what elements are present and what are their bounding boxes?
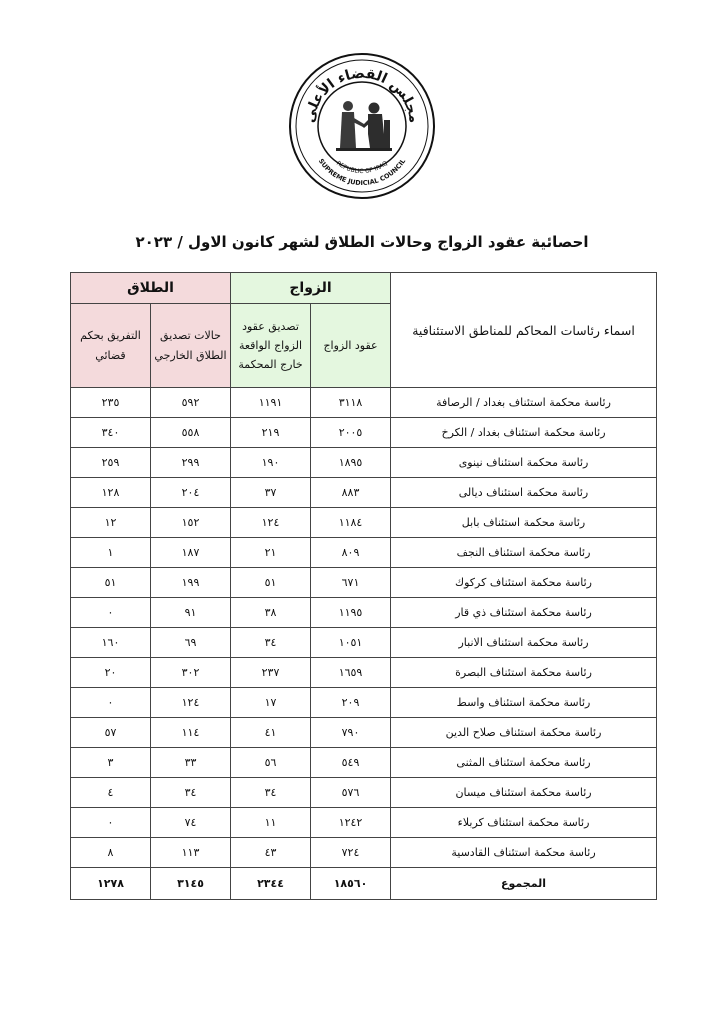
table-row: [71, 388, 657, 418]
svg-text:SUPREME JUDICIAL COUNCIL: SUPREME JUDICIAL COUNCIL: [316, 157, 408, 188]
external-divorce-cell: ١٥٢: [151, 508, 231, 538]
table-row: [71, 448, 657, 478]
court-name-cell: رئاسة محكمة استئناف ذي قار: [391, 598, 657, 628]
external-divorce-cell: ١١٤: [151, 718, 231, 748]
judicial-separation-cell: ٠: [71, 808, 151, 838]
court-name-cell: رئاسة محكمة استئناف الانبار: [391, 628, 657, 658]
external-divorce-cell: ٥٥٨: [151, 418, 231, 448]
marriage-cell: ١٨٩٥: [311, 448, 391, 478]
total-label: المجموع: [391, 868, 657, 900]
court-name-cell: رئاسة محكمة استئناف المثنى: [391, 748, 657, 778]
table-row: [71, 658, 657, 688]
svg-text:REPUBLIC OF IRAQ: REPUBLIC OF IRAQ: [334, 159, 390, 176]
table-row: [71, 478, 657, 508]
external-divorce-cell: ١٢٤: [151, 688, 231, 718]
judicial-separation-cell: ١٢٨: [71, 478, 151, 508]
court-name-cell: رئاسة محكمة استئناف كربلاء: [391, 808, 657, 838]
court-name-cell: رئاسة محكمة استئناف صلاح الدين: [391, 718, 657, 748]
marriage-cell: ٥٧٦: [311, 778, 391, 808]
court-name-header: اسماء رئاسات المحاكم للمناطق الاستئنافية: [391, 273, 657, 388]
table-row: [71, 718, 657, 748]
table-row: [71, 808, 657, 838]
marriage-cell: ١٢٤٢: [311, 808, 391, 838]
external-divorce-cell: ٣٠٢: [151, 658, 231, 688]
external-divorce-cell: ٦٩: [151, 628, 231, 658]
table-row: [71, 778, 657, 808]
marriage-cell: ١٦٥٩: [311, 658, 391, 688]
court-name-cell: رئاسة محكمة استئناف بغداد / الكرخ: [391, 418, 657, 448]
judicial-separation-cell: ١: [71, 538, 151, 568]
external-divorce-cell: ١٨٧: [151, 538, 231, 568]
court-name-cell: رئاسة محكمة استئناف نينوى: [391, 448, 657, 478]
external-divorce-cell: ٣٤: [151, 778, 231, 808]
external-divorce-cell: ٥٩٢: [151, 388, 231, 418]
outside-court-cell: ٥٦: [231, 748, 311, 778]
marriage-cell: ٨٨٣: [311, 478, 391, 508]
outside-court-header: تصديق عقود الزواج الواقعة خارج المحكمة: [231, 304, 311, 388]
court-name-cell: رئاسة محكمة استئناف واسط: [391, 688, 657, 718]
marriage-cell: ٨٠٩: [311, 538, 391, 568]
outside-court-cell: ٣٤: [231, 628, 311, 658]
table-row: [71, 568, 657, 598]
divorce-group-header: الطلاق: [71, 273, 231, 304]
court-name-cell: رئاسة محكمة استئناف البصرة: [391, 658, 657, 688]
external-divorce-cell: ٩١: [151, 598, 231, 628]
judicial-separation-cell: ٨: [71, 838, 151, 868]
external-divorce-cell: ٢٠٤: [151, 478, 231, 508]
outside-court-cell: ٤١: [231, 718, 311, 748]
total-outside: ٢٣٤٤: [231, 868, 311, 900]
table-row: [71, 538, 657, 568]
judicial-separation-cell: ١٢: [71, 508, 151, 538]
judicial-separation-cell: ٢٠: [71, 658, 151, 688]
court-name-cell: رئاسة محكمة استئناف النجف: [391, 538, 657, 568]
document-title: احصائية عقود الزواج وحالات الطلاق لشهر كانون الاول / ٢٠٢٣: [135, 233, 589, 251]
outside-court-cell: ٣٧: [231, 478, 311, 508]
judicial-separation-cell: ٢٣٥: [71, 388, 151, 418]
court-name-cell: رئاسة محكمة استئناف كركوك: [391, 568, 657, 598]
external-divorce-cell: ٧٤: [151, 808, 231, 838]
court-name-cell: رئاسة محكمة استئناف بغداد / الرصافة: [391, 388, 657, 418]
marriage-cell: ١٠٥١: [311, 628, 391, 658]
court-name-cell: رئاسة محكمة استئناف القادسية: [391, 838, 657, 868]
judicial-separation-cell: ٥١: [71, 568, 151, 598]
judicial-separation-cell: ٢٥٩: [71, 448, 151, 478]
svg-text:مجلس القضاء الأعلى: مجلس القضاء الأعلى: [301, 65, 422, 125]
marriage-cell: ٢٠٠٥: [311, 418, 391, 448]
table-row: [71, 838, 657, 868]
external-divorce-cell: ٢٩٩: [151, 448, 231, 478]
judicial-separation-cell: ٣: [71, 748, 151, 778]
outside-court-cell: ٢١: [231, 538, 311, 568]
court-name-cell: رئاسة محكمة استئناف ديالى: [391, 478, 657, 508]
outside-court-cell: ١١٩١: [231, 388, 311, 418]
court-name-cell: رئاسة محكمة استئناف ميسان: [391, 778, 657, 808]
outside-court-cell: ٥١: [231, 568, 311, 598]
outside-court-cell: ٣٤: [231, 778, 311, 808]
table-row: [71, 418, 657, 448]
judicial-separation-cell: ٤: [71, 778, 151, 808]
table-row: [71, 748, 657, 778]
outside-court-cell: ١٧: [231, 688, 311, 718]
total-row: [71, 868, 657, 900]
marriage-group-header: الزواج: [231, 273, 391, 304]
judicial-separation-cell: ١٦٠: [71, 628, 151, 658]
marriage-cell: ٣١١٨: [311, 388, 391, 418]
judicial-separation-cell: ٠: [71, 688, 151, 718]
marriage-cell: ١١٩٥: [311, 598, 391, 628]
marriage-contracts-header: عقود الزواج: [311, 304, 391, 388]
outside-court-cell: ٣٨: [231, 598, 311, 628]
outside-court-cell: ٢٣٧: [231, 658, 311, 688]
external-divorce-cell: ١٩٩: [151, 568, 231, 598]
court-name-cell: رئاسة محكمة استئناف بابل: [391, 508, 657, 538]
outside-court-cell: ٢١٩: [231, 418, 311, 448]
marriage-cell: ٧٩٠: [311, 718, 391, 748]
marriage-cell: ٦٧١: [311, 568, 391, 598]
total-marriage: ١٨٥٦٠: [311, 868, 391, 900]
judicial-separation-cell: ٣٤٠: [71, 418, 151, 448]
external-divorce-cell: ١١٣: [151, 838, 231, 868]
total-external: ٣١٤٥: [151, 868, 231, 900]
marriage-cell: ٧٢٤: [311, 838, 391, 868]
supreme-judicial-council-seal-icon: [288, 52, 436, 200]
outside-court-cell: ١٢٤: [231, 508, 311, 538]
external-divorce-header: حالات تصديق الطلاق الخارجي: [151, 304, 231, 388]
judicial-separation-cell: ٥٧: [71, 718, 151, 748]
marriage-cell: ١١٨٤: [311, 508, 391, 538]
judicial-separation-cell: ٠: [71, 598, 151, 628]
outside-court-cell: ٤٣: [231, 838, 311, 868]
judicial-separation-header: التفريق بحكم قضائي: [71, 304, 151, 388]
marriage-divorce-table: [70, 272, 657, 900]
external-divorce-cell: ٣٣: [151, 748, 231, 778]
table-row: [71, 628, 657, 658]
total-judicial: ١٢٧٨: [71, 868, 151, 900]
outside-court-cell: ١١: [231, 808, 311, 838]
outside-court-cell: ١٩٠: [231, 448, 311, 478]
marriage-cell: ٥٤٩: [311, 748, 391, 778]
table-row: [71, 508, 657, 538]
marriage-cell: ٢٠٩: [311, 688, 391, 718]
table-row: [71, 688, 657, 718]
table-row: [71, 598, 657, 628]
